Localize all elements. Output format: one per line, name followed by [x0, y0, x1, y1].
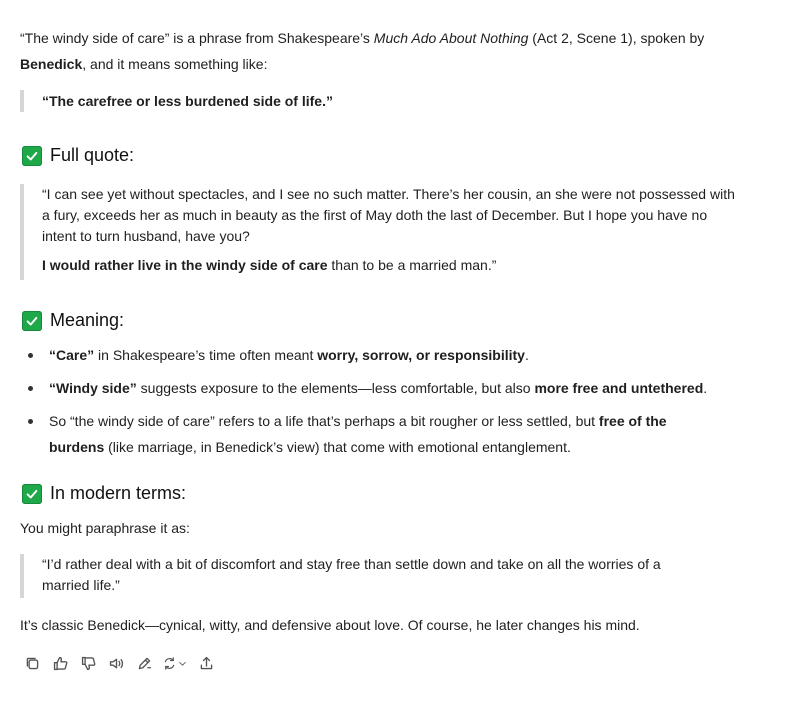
- modern-lead-text: You might paraphrase it as:: [20, 520, 190, 536]
- thumbs-up-icon[interactable]: [46, 652, 74, 674]
- play-title: Much Ado About Nothing: [373, 30, 529, 46]
- full-quote-paragraph-1: “I can see yet without spectacles, and I see no such matter. There’s her cousin, an she were not possessed with a fury, exceeds her as much in beauty as the first of May doth the last of December. But I hope you have no intent to turn husband, have you?: [42, 186, 735, 244]
- share-icon[interactable]: [192, 652, 220, 674]
- message-action-toolbar: [18, 652, 220, 674]
- closing-paragraph: It’s classic Benedick—cynical, witty, and defensive about love. Of course, he later changes his mind.: [20, 617, 640, 633]
- section-heading-modern: [22, 483, 186, 504]
- section-title: Meaning:: [50, 310, 125, 330]
- list-item: “Windy side” suggests exposure to the elements—less comfortable, but also more free and untethered.: [20, 375, 750, 401]
- list-item: So “the windy side of care” refers to a life that’s perhaps a bit rougher or less settled, but free of the burdens (like marriage, in Benedick’s view) that come with emotional entanglement.: [20, 408, 709, 460]
- full-quote-bold: I would rather live in the windy side of care: [42, 257, 328, 273]
- intro-text-1: “The windy side of care” is a phrase from Shakespeare’s: [20, 30, 374, 46]
- modern-quote-text: “I’d rather deal with a bit of discomfort and stay free than settle down and take on all the worries of a married life.”: [42, 556, 661, 593]
- check-mark-icon: [22, 311, 42, 331]
- definition-quote-text: “The carefree or less burdened side of life.”: [42, 93, 333, 109]
- edit-icon[interactable]: [130, 652, 158, 674]
- read-aloud-icon[interactable]: [102, 652, 130, 674]
- definition-blockquote: [20, 90, 742, 112]
- check-mark-icon: [22, 146, 42, 166]
- copy-icon[interactable]: [18, 652, 46, 674]
- check-mark-icon: [22, 484, 42, 504]
- regenerate-icon[interactable]: [158, 652, 192, 674]
- speaker-name: Benedick: [20, 56, 83, 72]
- chevron-down-icon: [177, 658, 188, 669]
- intro-paragraph: [20, 25, 760, 77]
- section-title: Full quote:: [50, 145, 135, 165]
- meaning-list: [20, 342, 750, 460]
- section-heading-full-quote: [22, 145, 134, 166]
- list-item: “Care” in Shakespeare’s time often meant worry, sorrow, or responsibility.: [20, 342, 750, 368]
- section-heading-meaning: [22, 310, 124, 331]
- intro-text-3: , and it means something like:: [82, 56, 268, 72]
- full-quote-paragraph-2: [42, 255, 742, 276]
- thumbs-down-icon[interactable]: [74, 652, 102, 674]
- section-title: In modern terms:: [50, 483, 187, 503]
- full-quote-rest: than to be a married man.”: [327, 257, 497, 273]
- intro-text-2: (Act 2, Scene 1), spoken by: [528, 30, 705, 46]
- full-quote-blockquote: [20, 184, 742, 280]
- modern-blockquote: [20, 554, 742, 598]
